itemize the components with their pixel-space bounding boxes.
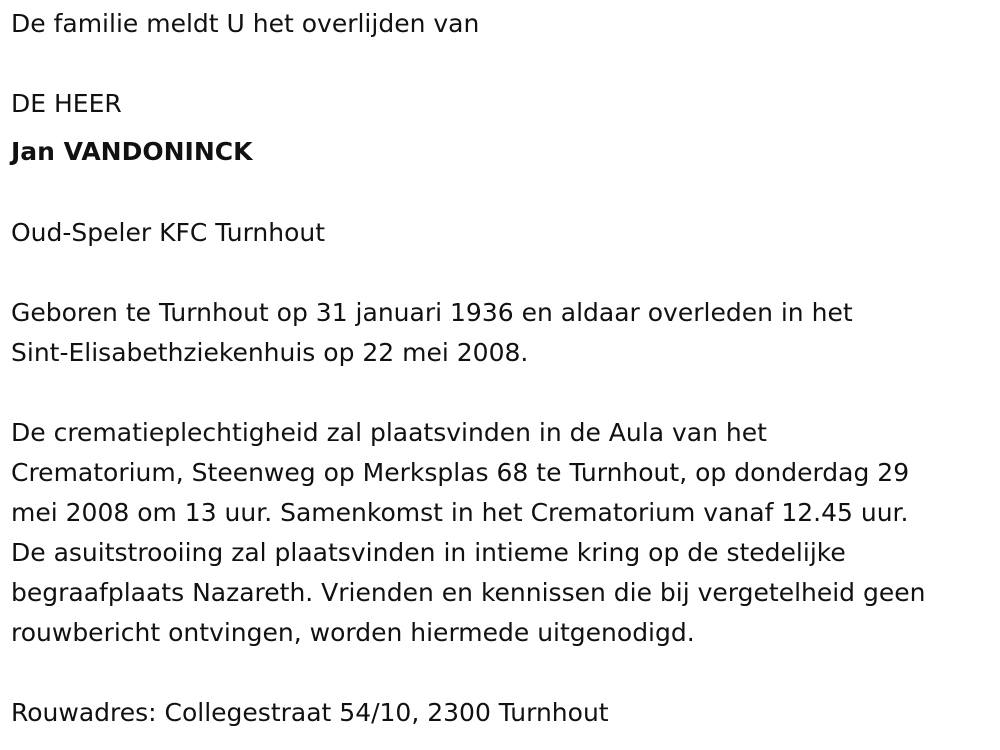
birth-death-line: Geboren te Turnhout op 31 januari 1936 en aldaar overleden in het [11, 298, 853, 327]
ceremony-line: rouwbericht ontvingen, worden hiermede uitgenodigd. [11, 618, 695, 647]
mourning-address: Rouwadres: Collegestraat 54/10, 2300 Turnhout [11, 698, 609, 727]
intro-text: De familie meldt U het overlijden van [11, 9, 480, 38]
salutation: DE HEER [11, 89, 122, 118]
ceremony-line: De asuitstrooiing zal plaatsvinden in intieme kring op de stedelijke [11, 538, 846, 567]
ceremony-line: begraafplaats Nazareth. Vrienden en kennissen die bij vergetelheid geen [11, 578, 926, 607]
ceremony-line: mei 2008 om 13 uur. Samenkomst in het Crematorium vanaf 12.45 uur. [11, 498, 909, 527]
deceased-name: Jan VANDONINCK [11, 137, 253, 166]
birth-death-line: Sint-Elisabethziekenhuis op 22 mei 2008. [11, 338, 529, 367]
role-text: Oud-Speler KFC Turnhout [11, 218, 326, 247]
ceremony-line: Crematorium, Steenweg op Merksplas 68 te Turnhout, op donderdag 29 [11, 458, 910, 487]
ceremony-line: De crematieplechtigheid zal plaatsvinden in de Aula van het [11, 418, 767, 447]
